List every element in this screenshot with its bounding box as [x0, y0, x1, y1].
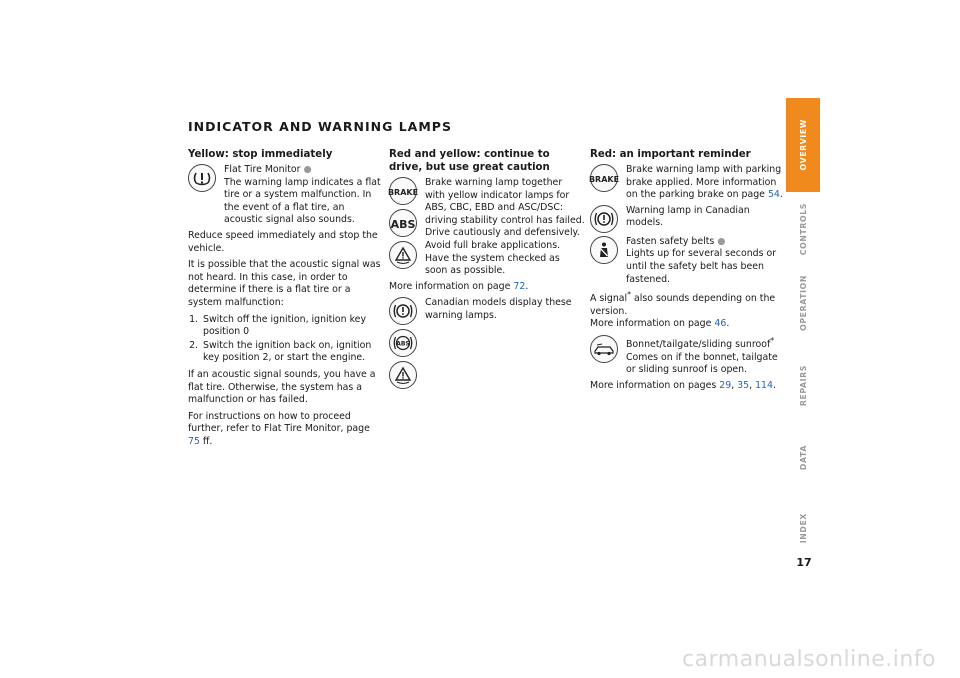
page-link-75[interactable]: 75 — [188, 435, 200, 447]
stability-warning-icon — [389, 241, 417, 269]
bonnet-block — [590, 335, 786, 377]
tab-operation-label: OPERATION — [798, 275, 808, 331]
asterisk: * — [627, 290, 632, 300]
canadian-warning-icon — [590, 205, 618, 233]
page-link-54[interactable]: 54 — [767, 189, 780, 201]
signal-pre: A signal — [590, 293, 628, 305]
tab-repairs-label: REPAIRS — [798, 365, 808, 407]
belt-more-pre: More information on page — [590, 318, 712, 330]
flat-tire-block — [188, 164, 384, 227]
tab-controls[interactable] — [786, 198, 820, 260]
abs-icon — [389, 209, 417, 237]
pages-pre: More information on pages — [590, 379, 717, 391]
page-number: 17 — [796, 556, 812, 569]
car-open-icon — [590, 335, 618, 363]
seat-belt-icon — [590, 236, 618, 264]
bonnet-text: Comes on if the bonnet, tailgate or sliding sunroof is open. — [626, 351, 778, 376]
tab-overview-label: OVERVIEW — [798, 119, 808, 171]
brake-label: BRAKE — [588, 175, 620, 184]
steps-list — [188, 314, 384, 365]
brake-text: Brake warning lamp with parking brake applied. More information on the parking brake on page — [626, 164, 782, 201]
section-sidebar — [786, 98, 820, 564]
brake-icon — [389, 177, 417, 205]
tab-data-label: DATA — [798, 445, 808, 471]
flat-tire-text: The warning lamp indicates a flat tire or a system malfunction. In the event of a flat tire, an acoustic signal also sounds. — [224, 176, 381, 226]
yellow-p2: It is possible that the acoustic signal was not heard. In this case, in order to determine if there is a flat tire or a system malfunction: — [188, 259, 381, 308]
asterisk: * — [770, 336, 775, 346]
heading-red-yellow: Red and yellow: continue to drive, but use great caution — [389, 149, 550, 173]
tab-overview[interactable] — [786, 98, 820, 192]
canadian-abs-icon — [389, 329, 417, 357]
signal-text — [590, 289, 786, 331]
page-link-114[interactable]: 114 — [755, 379, 773, 391]
yellow-p4-post: ff. — [202, 435, 213, 447]
bullet-icon: ● — [303, 164, 312, 175]
yellow-p1: Reduce speed immediately and stop the vehicle. — [188, 229, 378, 254]
watermark-text: carmanualsonline.info — [682, 647, 936, 672]
canadian-brake-icon — [389, 297, 417, 325]
watermark — [0, 647, 960, 672]
page-link-35[interactable]: 35 — [737, 379, 750, 391]
abs-small-label: ABS — [396, 340, 410, 348]
canadian-text: Canadian models display these warning lamps. — [425, 297, 572, 321]
heading-red: Red: an important reminder — [590, 149, 751, 160]
tab-index[interactable] — [786, 506, 820, 550]
canadian-block — [389, 297, 585, 389]
bonnet-title: Bonnet/tailgate/sliding sunroof — [626, 339, 771, 351]
page-link-72[interactable]: 72 — [513, 280, 526, 292]
tab-index-label: INDEX — [798, 512, 808, 544]
list-item: 2. Switch the ignition back on, ignition key position 2, or start the engine. — [201, 340, 384, 365]
bullet-icon: ● — [717, 235, 726, 247]
period: . — [772, 379, 776, 391]
signal-post: also sounds depending on the version. — [590, 293, 776, 317]
seat-belt-block — [590, 236, 786, 286]
parking-brake-block — [590, 164, 786, 202]
page-link-29[interactable]: 29 — [719, 379, 732, 391]
brake-abs-text: Brake warning lamp together with yellow indicator lamps for ABS, CBC, EBD and ASC/DSC: driving stability control has failed. Drive cautiously and defensively. Avoid full brake applications. Have the system checked as soon as possible. — [425, 177, 585, 277]
flat-tire-title: Flat Tire Monitor — [224, 164, 301, 175]
period: . — [779, 189, 783, 201]
list-item: 1. Switch off the ignition, ignition key position 0 — [201, 314, 384, 339]
more-info-pages — [590, 380, 786, 393]
flat-tire-warning-icon — [188, 164, 216, 192]
canadian-warning-text: Warning lamp in Canadian models. — [626, 204, 750, 229]
comma: , — [749, 379, 753, 391]
belt-text: Lights up for several seconds or until the safety belt has been fastened. — [626, 248, 777, 285]
brake-label: BRAKE — [387, 188, 419, 197]
comma: , — [731, 379, 735, 391]
parking-brake-icon — [590, 164, 618, 192]
tab-controls-label: CONTROLS — [798, 202, 808, 256]
period: . — [726, 318, 730, 330]
tab-data[interactable] — [786, 438, 820, 478]
period: . — [525, 280, 529, 292]
yellow-p3: If an acoustic signal sounds, you have a flat tire. Otherwise, the system has a malfunction or has failed. — [188, 368, 376, 406]
yellow-p4-pre: For instructions on how to proceed further, refer to Flat Tire Monitor, page — [188, 410, 370, 435]
column-red — [590, 148, 786, 397]
yellow-p4 — [188, 411, 384, 449]
abs-label: ABS — [390, 218, 416, 231]
tab-operation[interactable] — [786, 268, 820, 338]
column-red-yellow — [389, 148, 585, 392]
heading-yellow: Yellow: stop immediately — [188, 149, 333, 160]
more-info-72 — [389, 281, 585, 294]
page-title: INDICATOR AND WARNING LAMPS — [188, 119, 452, 134]
canadian-stability-icon — [389, 361, 417, 389]
canadian-warning-block — [590, 205, 786, 233]
belt-title: Fasten safety belts — [626, 235, 715, 247]
column-yellow — [188, 148, 384, 452]
more-info-pre: More information on page — [389, 280, 511, 292]
tab-repairs[interactable] — [786, 356, 820, 416]
brake-abs-block — [389, 177, 585, 278]
page-link-46[interactable]: 46 — [714, 318, 727, 330]
